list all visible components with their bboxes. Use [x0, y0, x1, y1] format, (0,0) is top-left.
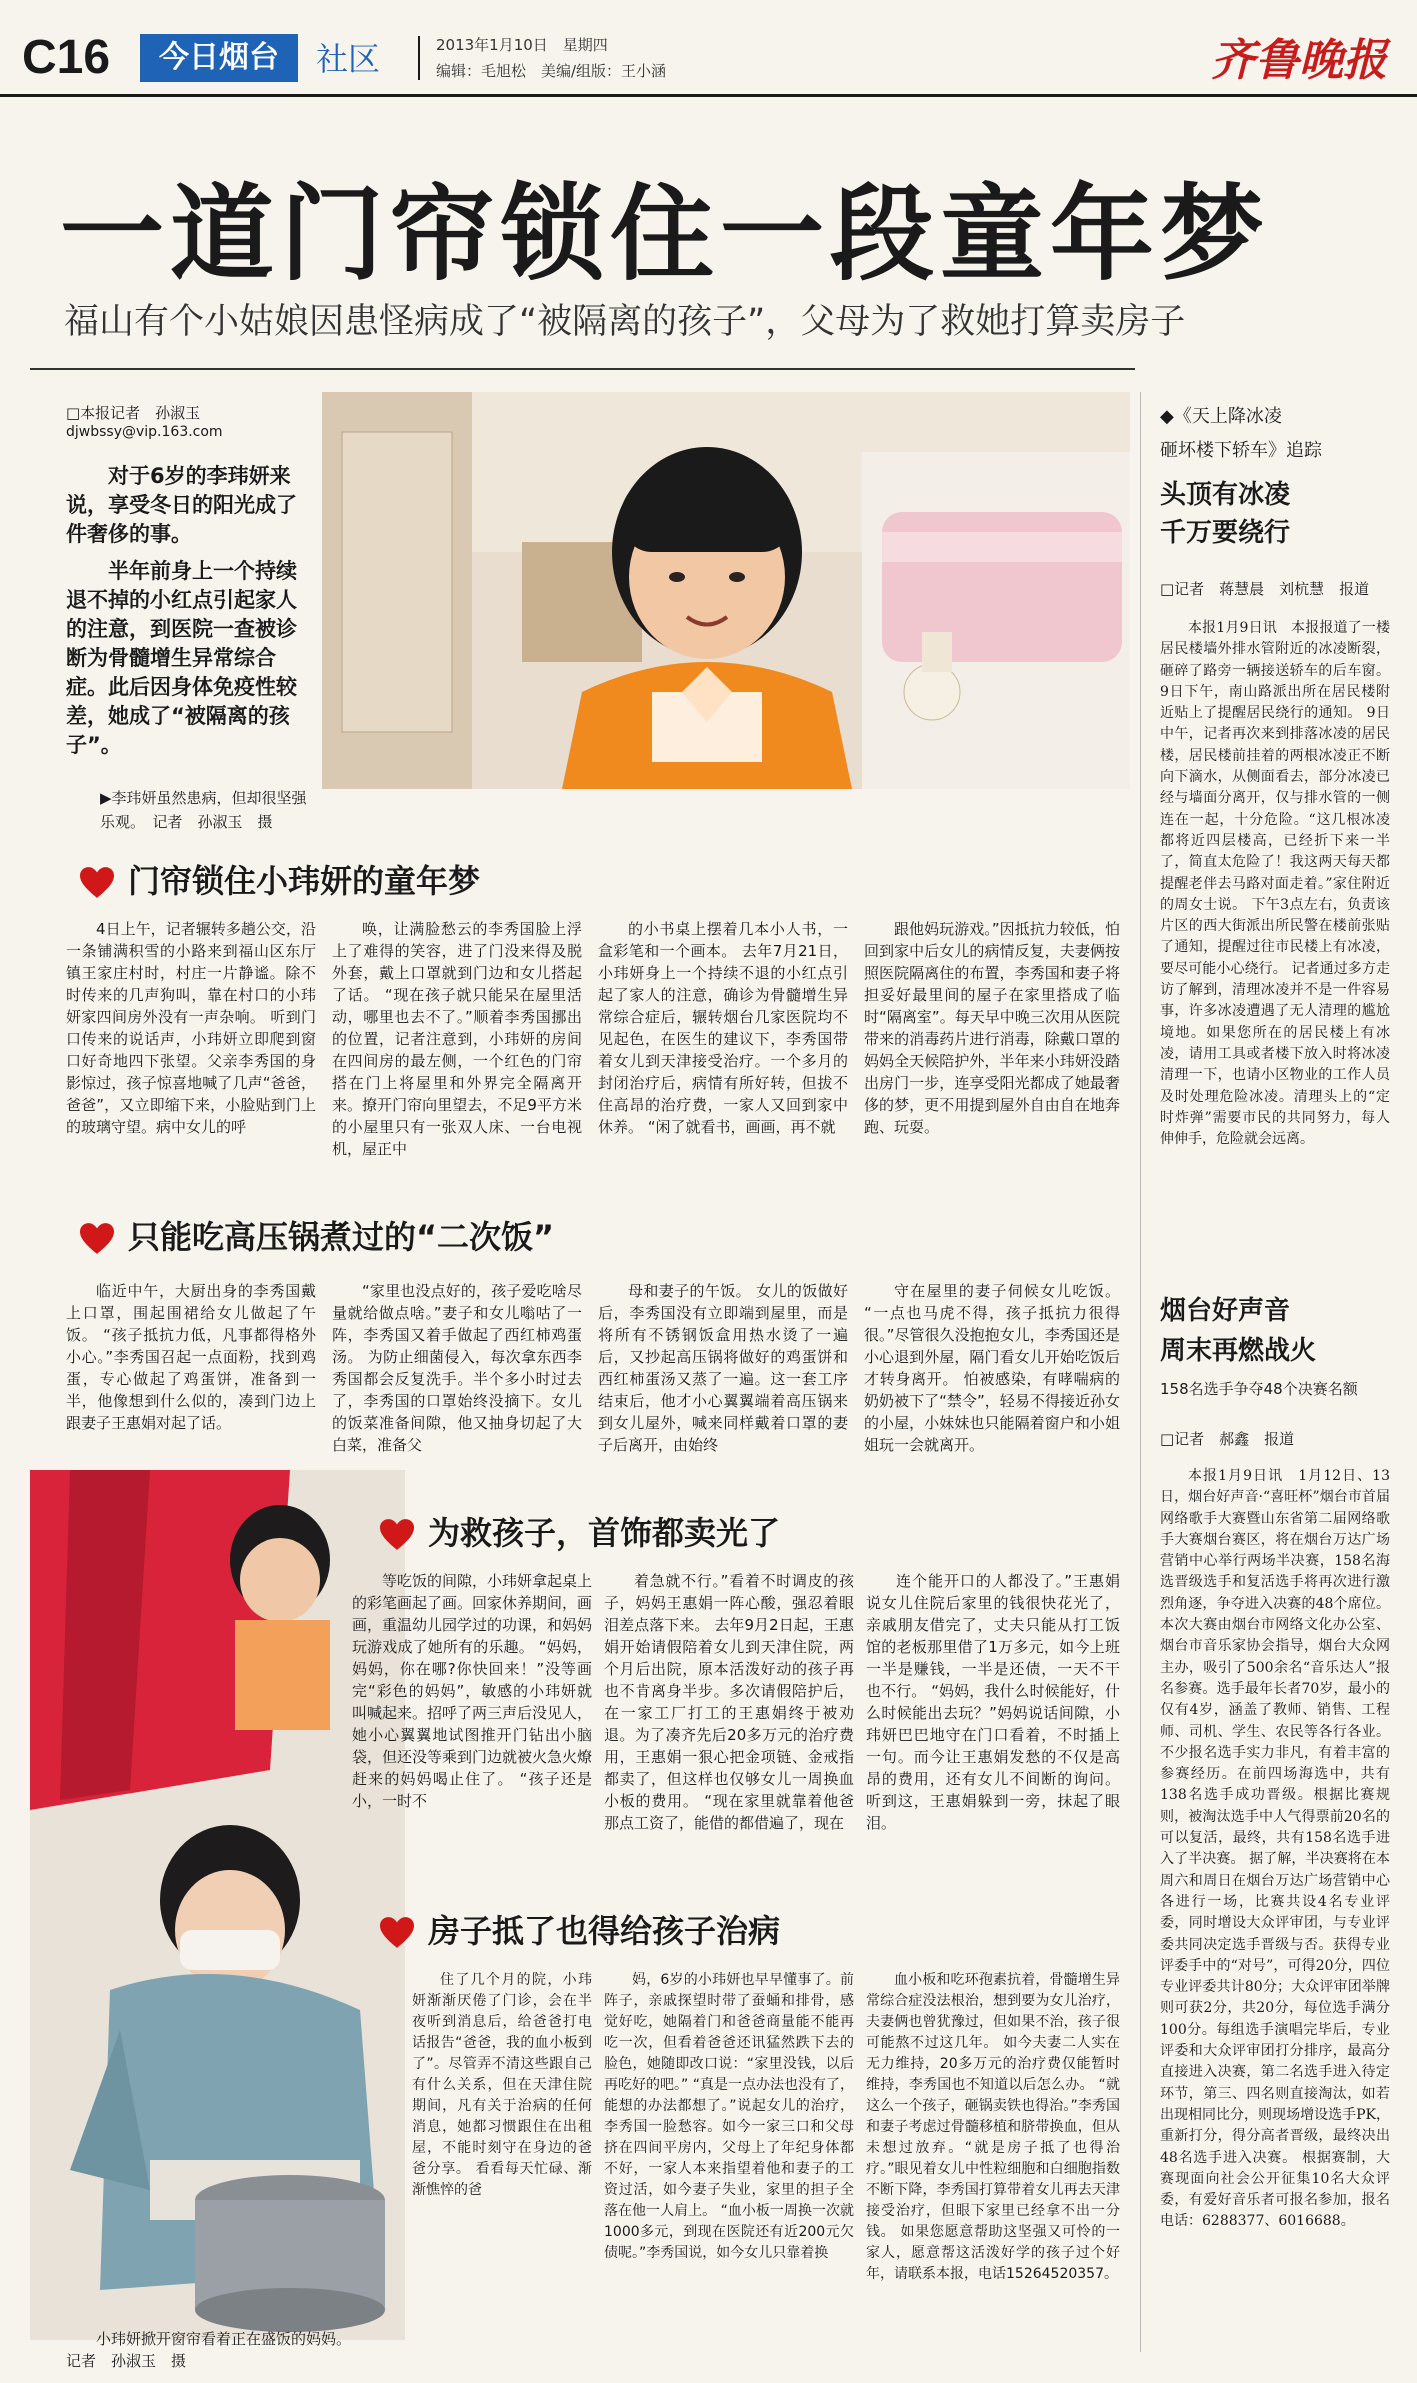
date-line: 2013年1月10日 星期四	[436, 36, 608, 54]
section-heading	[80, 1212, 554, 1258]
lede-paragraph: 对于6岁的李玮妍来说，享受冬日的阳光成了件奢侈的事。	[66, 464, 297, 546]
main-headline: 一道门帘锁住一段童年梦	[60, 173, 1271, 295]
page-number: C16	[22, 31, 111, 84]
reporter-email: djwbssy@vip.163.com	[66, 424, 223, 440]
paragraph: 跟他妈玩游戏。”因抵抗力较低，怕回到家中后女儿的病情反复，夫妻俩按照医院隔离住的布置，李秀国和妻子将担妥好最里间的屋子在家里搭成了临时“隔离室”。每天早中晚三次用从医院带来的消毒药片进行消毒，除戴口罩的妈妈全天候陪护外，半年来小玮妍没踏出房门一步，连享受阳光都成了她最奢侈的梦，更不用提到屋外自由自在地奔跑、玩耍。	[864, 920, 1120, 1136]
article-column	[598, 918, 848, 1138]
article-column	[604, 1570, 854, 1834]
article-column	[604, 1970, 854, 2264]
lede-paragraph: 半年前身上一个持续退不掉的小红点引起家人的注意，到医院一查被诊断为骨髓增生异常综合症。此后因身体免疫性较差，她成了“被隔离的孩子”。	[66, 559, 297, 757]
paragraph: 本报1月9日讯 1月12日、13日，烟台好声音·“喜旺杯”烟台市首届网络歌手大赛暨山东省第二届网络歌手大赛烟台赛区，将在烟台万达广场营销中心举行两场半决赛，158名海选晋级选手和复活选手将再次进行激烈角逐，争夺进入决赛的48个席位。 本次大赛由烟台市网络文化办公室、烟台市音乐家协会指导，烟台大众网主办，吸引了500余名“音乐达人”报名参赛。选手最年长者70岁，最小的仅有4岁，涵盖了教师、销售、工程师、司机、学生、农民等各行各业。不少报名选手实力非凡，有着丰富的参赛经历。在前四场海选中，共有138名选手成功晋级。根据比赛规则，被淘汰选手中人气得票前20名的可以复活，最终，共有158名选手进入了半决赛。 据了解，半决赛将在本周六和周日在烟台万达广场营销中心各进行一场，比赛共设4名专业评委，同时增设大众评审团，与专业评委共同决定选手晋级与否。获得专业评委手中的“对号”，可得20分，四位专业评委共计80分；大众评审团举牌则可获2分，共20分，每位选手满分100分。每组选手演唱完毕后，专业评委和大众评审团打分排序，最高分直接进入决赛，第二名选手进入待定环节，第三、四名则直接淘汰，如若出现相同比分，则现场增设选手PK，重新打分，得分高者晋级，最终决出48名选手进入决赛。 根据赛制，大赛现面向社会公开征集10名大众评委，有爱好音乐者可报名参加，报名电话：6288377、6016688。	[1160, 1468, 1390, 2230]
heart-icon	[380, 1917, 414, 1949]
sidebar-headline: 头顶有冰凌	[1160, 480, 1291, 510]
article-column	[412, 1970, 592, 2201]
sidebar-headline: 周末再燃战火	[1160, 1336, 1317, 1366]
sidebar-headline: 千万要绕行	[1160, 518, 1291, 548]
section-heading	[380, 1508, 780, 1554]
paragraph: 守在屋里的妻子伺候女儿吃饭。 “一点也马虎不得，孩子抵抗力很得很。”尽管很久没抱抱女儿，李秀国还是小心退到外屋，隔门看女儿开始吃饭后才转身离开。 怕被感染，有哮喘病的奶奶被下了“禁令”，轻易不得接近孙女的小屋，小妹妹也只能隔着窗户和小姐姐玩一会就离开。	[864, 1282, 1120, 1454]
paragraph: “家里也没点好的，孩子爱吃啥尽量就给做点啥。”妻子和女儿嗡咕了一阵，李秀国又着手做起了西红柿鸡蛋汤。 为防止细菌侵入，每次拿东西李秀国都会反复洗手。半个多小时过去了，李秀国的口罩始终没摘下。女儿的饭菜准备间隙，他又抽身切起了大白菜，准备父	[332, 1282, 582, 1454]
sidebar-byline: □记者 郝鑫 报道	[1160, 1430, 1295, 1448]
section-title: 房子抵了也得给孩子治病	[428, 1912, 781, 1950]
divider	[418, 36, 420, 80]
page-header	[0, 0, 1417, 92]
article-column	[66, 918, 316, 1138]
article-column	[332, 918, 582, 1160]
section-title: 门帘锁住小玮妍的童年梦	[128, 862, 481, 900]
sidebar-headline: 烟台好声音	[1160, 1296, 1291, 1326]
subsection-label: 社区	[316, 40, 381, 78]
paragraph: 等吃饭的间隙，小玮妍拿起桌上的彩笔画起了画。回家休养期间，画画，重温幼儿园学过的功课，和妈妈玩游戏成了她所有的乐趣。 “妈妈，妈妈，你在哪?你快回来！”没等画完“彩色的妈妈”，敏感的小玮妍就叫喊起来。招呼了两三声后没见人，她小心翼翼地试图推开门钻出小脑袋，但还没等乘到门边就被火急火燎赶来的妈妈喝止住了。 “孩子还是小，一时不	[352, 1572, 593, 1810]
sub-headline: 福山有个小姑娘因患怪病成了“被隔离的孩子”，父母为了救她打算卖房子	[64, 302, 1186, 342]
article-column	[866, 1970, 1120, 2285]
heart-icon	[80, 1223, 114, 1255]
article-column	[866, 1570, 1120, 1834]
girl-photo-illustration	[322, 392, 1130, 789]
paragraph: 4日上午，记者辗转多趟公交，沿一条铺满积雪的小路来到福山区东厅镇王家庄村时，村庄一片静谧。除不时传来的几声狗叫，靠在村口的小玮妍家四间房外没有一声杂响。 听到门口传来的说话声，小玮妍立即爬到窗口好奇地四下张望。父亲李秀国的身影惊过，孩子惊喜地喊了几声“爸爸，爸爸”，又立即缩下来，小脸贴到门上的玻璃守望。病中女儿的呼	[66, 920, 316, 1136]
header-rule	[0, 94, 1417, 97]
heart-icon	[80, 867, 114, 899]
sidebar-divider	[1140, 392, 1141, 2352]
mother-photo	[30, 1470, 405, 2340]
photo-caption: ▶李玮妍虽然患病，但却很坚强乐观。 记者 孙淑玉 摄	[100, 789, 307, 831]
sidebar-kicker: 砸坏楼下轿车》追踪	[1160, 440, 1322, 461]
divider	[30, 368, 1135, 370]
photo-caption: 小玮妍掀开窗帘看着正在盛饭的妈妈。	[96, 2330, 352, 2348]
newspaper-logo: 齐鲁晚报	[1211, 35, 1387, 86]
mother-photo-illustration	[30, 1470, 405, 2340]
sidebar-kicker: ◆《天上降冰凌	[1160, 406, 1282, 427]
paragraph: 血小板和吃环孢素抗着，骨髓增生异常综合症没法根治，想到要为女儿治疗，夫妻俩也曾犹豫过，但如果不治，孩子很可能熬不过这几年。 如今夫妻二人实在无力维持，20多万元的治疗费仅能暂时维持，李秀国也不知道以后怎么办。 “就这么一个孩子，砸锅卖铁也得治。”李秀国和妻子考虑过骨髓移植和脐带换血，但从未想过放弃。“就是房子抵了也得治疗。”眼见着女儿中性粒细胞和白细胞指数不断下降，李秀国打算带着女儿再去天津接受治疗，但眼下家里已经拿不出一分钱。 如果您愿意帮助这坚强又可怜的一家人，愿意帮这活泼好学的孩子过个好年，请联系本报，电话15264520357。	[866, 1972, 1120, 2282]
paragraph: 着急就不行。”看着不时调皮的孩子，妈妈王惠娟一阵心酸，强忍着眼泪差点落下来。 去年9月2日起，王惠娟开始请假陪着女儿到天津住院，两个月后出院，原本活泼好动的孩子再也不肯离身半步。多次请假陪护后，在一家工厂打工的王惠娟终于被劝退。为了凑齐先后20多万元的治疗费用，王惠娟一狠心把金项链、金戒指都卖了，但这样也仅够女儿一周换血小板的费用。 “现在家里就靠着他爸那点工资了，能借的都借遍了，现在	[604, 1572, 854, 1832]
sidebar-body	[1160, 618, 1390, 1150]
editors-line: 编辑：毛旭松 美编/组版：王小涵	[436, 62, 667, 80]
paragraph: 本报1月9日讯 本报报道了一楼居民楼墙外排水管附近的冰凌断裂，砸碎了路旁一辆接送轿车的后车窗。9日下午，南山路派出所在居民楼附近贴上了提醒居民绕行的通知。 9日中午，记者再次来到排落冰凌的居民楼，居民楼前挂着的两根冰凌正不断向下滴水，从侧面看去，部分冰凌已经与墙面分离开，仅与排水管的一侧连在一起，十分危险。“这几根冰凌都将近四层楼高，已经折下来一半了，简直太危险了！我这两天每天都提醒老伴去马路对面走着。”家住附近的周女士说。 下午3点左右，负责该片区的西大街派出所民警在楼前张贴了通知，提醒过往市民楼上有冰凌，要尽可能小心绕行。 记者通过多方走访了解到，清理冰凌并不是一件容易事，许多冰凌遭遇了无人清理的尴尬境地。如果您所在的居民楼上有冰凌，请用工具或者楼下放入时将冰凌清理一下，也请小区物业的工作人员及时处理危险冰凌。清理头上的“定时炸弹”需要市民的共同努力，每人伸伸手，危险就会远离。	[1160, 620, 1390, 1148]
article-column	[864, 918, 1120, 1138]
heart-icon	[380, 1519, 414, 1551]
paragraph: 的小书桌上摆着几本小人书，一盒彩笔和一个画本。 去年7月21日，小玮妍身上一个持续不退的小红点引起了家人的注意，确诊为骨髓增生异常综合症后，辗转烟台几家医院均不见起色，在医生的建议下，李秀国带着女儿到天津接受治疗。一个多月的封闭治疗后，病情有所好转，但拔不住高昂的治疗费，一家人又回到家中休养。 “闲了就看书，画画，再不就	[598, 920, 848, 1136]
article-column	[598, 1280, 848, 1456]
section-title: 为救孩子，首饰都卖光了	[428, 1514, 781, 1552]
reporter-byline: □本报记者 孙淑玉	[66, 404, 201, 422]
article-column	[864, 1280, 1120, 1456]
section-heading	[80, 856, 480, 902]
sidebar-subhead: 158名选手争夺48个决赛名额	[1160, 1380, 1358, 1398]
girl-photo	[322, 392, 1130, 789]
section-heading	[380, 1906, 780, 1952]
lede	[66, 462, 311, 768]
paragraph: 连个能开口的人都没了。”王惠娟说女儿住院后家里的钱很快花光了，亲戚朋友借完了，丈夫只能从打工饭馆的老板那里借了1万多元，如今上班一半是赚钱，一半是还债，一天不干也不行。 “妈妈，我什么时候能好，什么时候能出去玩？”妈妈说话间隙，小玮妍巴巴地守在门口看着，不时插上一句。而今让王惠娟发愁的不仅是高昂的费用，还有女儿不间断的询问。听到这，王惠娟躲到一旁，抹起了眼泪。	[866, 1572, 1120, 1832]
article-column	[332, 1280, 582, 1456]
paragraph: 住了几个月的院，小玮妍渐渐厌倦了门诊，会在半夜听到消息后，给爸爸打电话报告“爸爸，我的血小板到了”。尽管弄不清这些跟自己有什么关系，但在天津住院期间，凡有关于治病的任何消息，她都习惯跟住在出租屋，不能时刻守在身边的爸爸分享。 看看每天忙碌、渐渐憔悴的爸	[412, 1972, 592, 2198]
photo-credit: 记者 孙淑玉 摄	[66, 2352, 187, 2370]
sidebar-body	[1160, 1466, 1390, 2233]
paragraph: 临近中午，大厨出身的李秀国戴上口罩，围起围裙给女儿做起了午饭。 “孩子抵抗力低，凡事都得格外小心。”李秀国召起一点面粉，找到鸡蛋，专心做起了鸡蛋饼，准备到一半，他像想到什么似的，凑到门边上跟妻子王惠娟对起了话。	[66, 1282, 316, 1432]
article-column	[352, 1570, 592, 1812]
paragraph: 母和妻子的午饭。 女儿的饭做好后，李秀国没有立即端到屋里，而是将所有不锈钢饭盒用热水烫了一遍后，又抄起高压锅将做好的鸡蛋饼和西红柿蛋汤又蒸了一遍。这一套工序结束后，他才小心翼翼端着高压锅来到女儿屋外，喊来同样戴着口罩的妻子后离开，由始终	[598, 1282, 848, 1454]
paragraph: 妈，6岁的小玮妍也早早懂事了。前阵子，亲戚探望时带了蚕蛹和排骨，感觉好吃，她隔着门和爸爸商量能不能再吃一次，但看着爸爸还讯猛然跌下去的脸色，她随即改口说：“家里没钱，以后再吃好的吧。” “真是一点办法也没有了，能想的办法都想了。”说起女儿的治疗，李秀国一脸愁容。如今一家三口和父母挤在四间平房内，父母上了年纪身体都不好，一家人本来指望着他和妻子的工资过活，如今妻子失业，家里的担子全落在他一人肩上。 “血小板一周换一次就1000多元，到现在医院还有近200元欠债呢。”李秀国说，如今女儿只靠着换	[604, 1972, 854, 2261]
article-column	[66, 1280, 316, 1434]
section-title: 只能吃高压锅煮过的“二次饭”	[128, 1218, 555, 1256]
section-label: 今日烟台	[140, 34, 298, 82]
sidebar-byline: □记者 蒋慧晨 刘杭慧 报道	[1160, 580, 1370, 598]
paragraph: 唤，让满脸愁云的李秀国脸上浮上了难得的笑容，进了门没来得及脱外套，戴上口罩就到门边和女儿搭起了话。 “现在孩子就只能呆在屋里活动，哪里也去不了。”顺着李秀国挪出的位置，记者注意到，小玮妍的房间在四间房的最左侧，一个红色的门帘搭在门上将屋里和外界完全隔离开来。撩开门帘向里望去，不足9平方米的小屋里只有一张双人床、一台电视机，屋正中	[332, 920, 582, 1158]
